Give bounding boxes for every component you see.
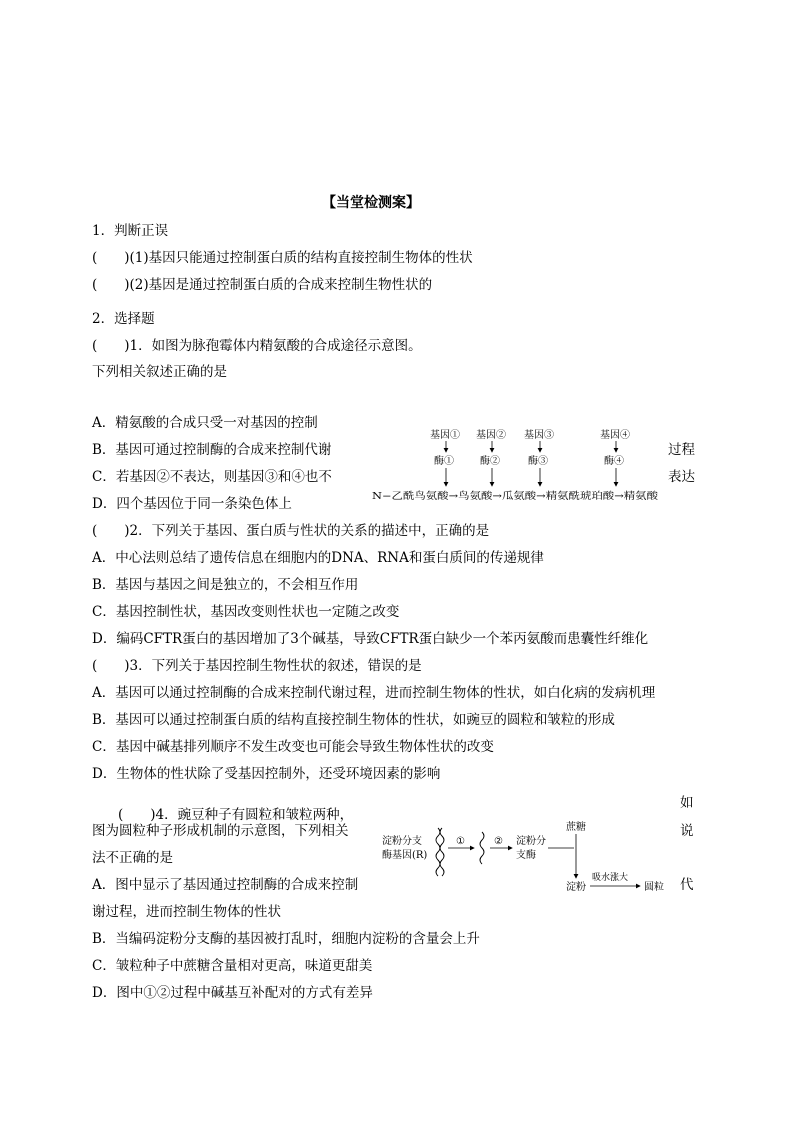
mrna-icon bbox=[480, 832, 484, 864]
q4-option-b: B．当编码淀粉分支酶的基因被打乱时，细胞内淀粉的含量会上升 bbox=[92, 931, 480, 947]
gene-1-label: 基因① bbox=[430, 430, 460, 441]
q1-stem: ( )1．如图为脉孢霉体内精氨酸的合成途径示意图。 bbox=[92, 338, 422, 354]
gene-4-label: 基因④ bbox=[600, 430, 630, 441]
q4-stem3: 法不正确的是 bbox=[92, 850, 173, 866]
q1-option-a: A．精氨酸的合成只受一对基因的控制 bbox=[92, 415, 318, 431]
enzyme-1-label: 酶① bbox=[434, 456, 454, 467]
q4-option-a: A．图中显示了基因通过控制酶的合成来控制 bbox=[92, 877, 359, 893]
q4-option-a-cont: 谢过程，进而控制生物体的性状 bbox=[92, 904, 281, 920]
q3-option-d: D．生物体的性状除了受基因控制外，还受环境因素的影响 bbox=[92, 766, 441, 782]
gene-label-line2: 酶基因(R) bbox=[382, 850, 428, 861]
page-title: 【当堂检测案】 bbox=[322, 195, 420, 211]
pathway-text: N−乙酰鸟氨酸→鸟氨酸→瓜氨酸→精氨酰琥珀酸→精氨酸 bbox=[372, 491, 611, 502]
q4-option-d: D．图中①②过程中碱基互补配对的方式有差异 bbox=[92, 985, 373, 1001]
gene-label-line1: 淀粉分支 bbox=[382, 836, 422, 847]
water-label: 吸水涨大 bbox=[592, 873, 629, 883]
dna-helix-icon bbox=[436, 828, 440, 876]
q2-option-b: B．基因与基因之间是独立的，不会相互作用 bbox=[92, 577, 359, 593]
judge-item-2: ( )(2)基因是通过控制蛋白质的合成来控制生物性状的 bbox=[92, 277, 433, 293]
q2-option-d: D．编码CFTR蛋白的基因增加了3个碱基，导致CFTR蛋白缺少一个苯丙氨酸而患囊性纤维化 bbox=[92, 631, 649, 647]
step1-label: ① bbox=[456, 836, 465, 847]
q4-stem2-tail: 说 bbox=[680, 823, 694, 839]
round-seed-label: 圆粒 bbox=[644, 882, 664, 893]
q1-option-c-tail: 表达 bbox=[668, 469, 695, 485]
q1-option-b-tail: 过程 bbox=[668, 442, 695, 458]
q1-option-c: C．若基因②不表达，则基因③和④也不 bbox=[92, 469, 332, 485]
section1-heading: 1．判断正误 bbox=[92, 223, 169, 239]
q1-option-b: B．基因可通过控制酶的合成来控制代谢 bbox=[92, 442, 332, 458]
sucrose-label: 蔗糖 bbox=[566, 822, 586, 833]
q2-option-a: A．中心法则总结了遗传信息在细胞内的DNA、RNA和蛋白质间的传递规律 bbox=[92, 550, 544, 566]
q4-stem-tail: 如 bbox=[680, 795, 694, 811]
q3-option-b: B．基因可以通过控制蛋白质的结构直接控制生物体的性状，如豌豆的圆粒和皱粒的形成 bbox=[92, 712, 615, 728]
arginine-pathway-diagram bbox=[368, 424, 668, 504]
enzyme-4-label: 酶④ bbox=[604, 456, 624, 467]
q4-option-c: C．皱粒种子中蔗糖含量相对更高，味道更甜美 bbox=[92, 958, 373, 974]
enzyme-3-label: 酶③ bbox=[528, 456, 548, 467]
section2-heading: 2．选择题 bbox=[92, 311, 155, 327]
q3-option-c: C．基因中碱基排列顺序不发生改变也可能会导致生物体性状的改变 bbox=[92, 739, 494, 755]
q1-option-d: D．四个基因位于同一条染色体上 bbox=[92, 496, 292, 512]
round-seed-mechanism-diagram bbox=[378, 818, 676, 900]
judge-item-1: ( )(1)基因只能通过控制蛋白质的结构直接控制生物体的性状 bbox=[92, 250, 473, 266]
q2-stem: ( )2．下列关于基因、蛋白质与性状的关系的描述中，正确的是 bbox=[92, 523, 490, 539]
enzyme-2-label: 酶② bbox=[480, 456, 500, 467]
enzyme-label-line2: 支酶 bbox=[516, 850, 536, 861]
q4-option-a-tail: 代 bbox=[680, 877, 694, 893]
q3-stem: ( )3．下列关于基因控制生物性状的叙述，错误的是 bbox=[92, 658, 422, 674]
q4-stem: ( )4．豌豆种子有圆粒和皱粒两种， bbox=[118, 807, 354, 823]
gene-3-label: 基因③ bbox=[524, 430, 554, 441]
q3-option-a: A．基因可以通过控制酶的合成来控制代谢过程，进而控制生物体的性状，如白化病的发病机理 bbox=[92, 685, 656, 701]
q2-option-c: C．基因控制性状，基因改变则性状也一定随之改变 bbox=[92, 604, 400, 620]
gene-2-label: 基因② bbox=[476, 430, 506, 441]
dna-helix-strand-icon bbox=[440, 828, 444, 876]
starch-label: 淀粉 bbox=[566, 882, 586, 893]
q4-stem2: 图为圆粒种子形成机制的示意图，下列相关 bbox=[92, 823, 349, 839]
enzyme-label-line1: 淀粉分 bbox=[516, 836, 546, 847]
step2-label: ② bbox=[494, 836, 503, 847]
q1-stem2: 下列相关叙述正确的是 bbox=[92, 364, 227, 380]
